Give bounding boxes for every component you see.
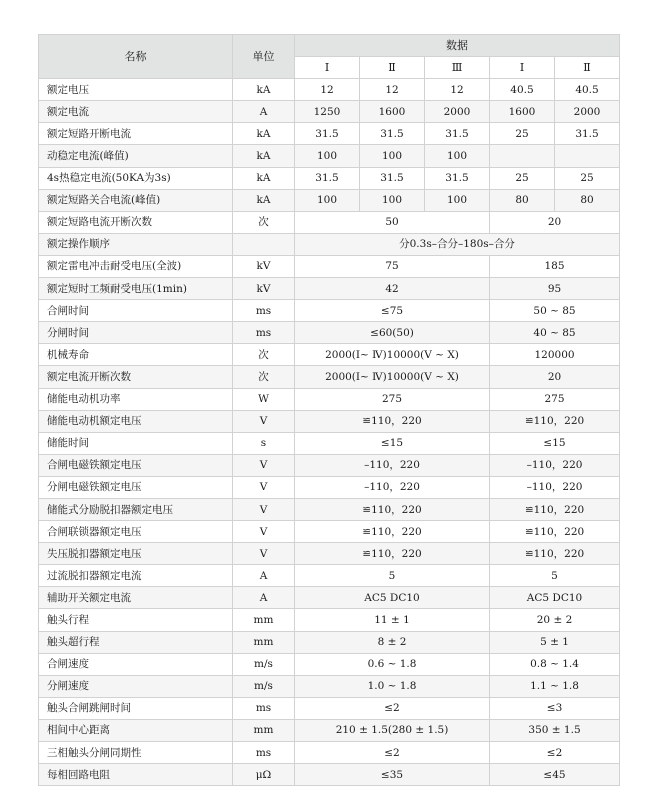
param-name: 合闸电磁铁额定电压: [39, 454, 233, 476]
table-row: [39, 543, 620, 565]
param-value: 25: [555, 167, 620, 189]
table-row: [39, 521, 620, 543]
param-name: 合闸联锁器额定电压: [39, 521, 233, 543]
table-row: [39, 233, 620, 255]
table-row: [39, 719, 620, 741]
param-unit: [233, 233, 295, 255]
table-row: [39, 189, 620, 211]
param-value: –110，220: [295, 454, 490, 476]
param-name: 合闸速度: [39, 653, 233, 675]
param-name: 额定电流开断次数: [39, 366, 233, 388]
param-value: 275: [295, 388, 490, 410]
param-unit: A: [233, 101, 295, 123]
param-name: 额定短路关合电流(峰值): [39, 189, 233, 211]
param-unit: A: [233, 587, 295, 609]
param-value: 42: [295, 278, 490, 300]
param-unit: kA: [233, 123, 295, 145]
table-row: [39, 388, 620, 410]
header-row: [39, 35, 620, 57]
param-value: ≤45: [490, 764, 620, 786]
param-value: 5: [490, 565, 620, 587]
param-unit: V: [233, 476, 295, 498]
param-value: 20: [490, 366, 620, 388]
param-value: 185: [490, 255, 620, 277]
param-value: 5: [295, 565, 490, 587]
table-row: [39, 344, 620, 366]
param-unit: mm: [233, 609, 295, 631]
subheader-col: Ⅰ: [490, 57, 555, 79]
param-value: 31.5: [360, 167, 425, 189]
param-value: [490, 145, 555, 167]
table-row: [39, 742, 620, 764]
param-unit: ms: [233, 697, 295, 719]
param-value: 40.5: [490, 79, 555, 101]
param-value: ≤3: [490, 697, 620, 719]
param-value: 2000: [425, 101, 490, 123]
table-row: [39, 278, 620, 300]
param-value: 50 ~ 85: [490, 300, 620, 322]
param-value: –110，220: [295, 476, 490, 498]
param-unit: mm: [233, 719, 295, 741]
table-row: [39, 167, 620, 189]
param-value: 40.5: [555, 79, 620, 101]
param-name: 额定短路开断电流: [39, 123, 233, 145]
param-unit: kV: [233, 255, 295, 277]
param-unit: V: [233, 498, 295, 520]
param-name: 额定电压: [39, 79, 233, 101]
param-name: 三相触头分闸同期性: [39, 742, 233, 764]
param-name: 4s热稳定电流(50KA为3s): [39, 167, 233, 189]
param-value: 1250: [295, 101, 360, 123]
param-value: AC5 DC10: [295, 587, 490, 609]
header-data: 数据: [295, 35, 620, 57]
param-value: 20 ± 2: [490, 609, 620, 631]
param-value: ≤2: [295, 697, 490, 719]
param-value: 0.6 ~ 1.8: [295, 653, 490, 675]
table-row: [39, 101, 620, 123]
table-row: [39, 476, 620, 498]
table-row: [39, 565, 620, 587]
param-name: 机械寿命: [39, 344, 233, 366]
param-value: ≌110，220: [490, 498, 620, 520]
param-name: 额定短时工频耐受电压(1min): [39, 278, 233, 300]
table-row: [39, 410, 620, 432]
param-value: 50: [295, 211, 490, 233]
param-value: 31.5: [295, 167, 360, 189]
param-name: 动稳定电流(峰值): [39, 145, 233, 167]
param-name: 额定操作顺序: [39, 233, 233, 255]
param-value: 75: [295, 255, 490, 277]
param-value: ≌110，220: [295, 410, 490, 432]
param-value: 8 ± 2: [295, 631, 490, 653]
param-value: 100: [425, 145, 490, 167]
table-row: [39, 764, 620, 786]
param-value: 120000: [490, 344, 620, 366]
param-value: AC5 DC10: [490, 587, 620, 609]
param-value: 0.8 ~ 1.4: [490, 653, 620, 675]
param-unit: W: [233, 388, 295, 410]
param-value: 1.0 ~ 1.8: [295, 675, 490, 697]
table-row: [39, 366, 620, 388]
param-unit: 次: [233, 344, 295, 366]
param-name: 分闸电磁铁额定电压: [39, 476, 233, 498]
param-unit: A: [233, 565, 295, 587]
param-value: 100: [360, 145, 425, 167]
table-row: [39, 211, 620, 233]
param-value: ≤2: [295, 742, 490, 764]
table-row: [39, 653, 620, 675]
param-value: 5 ± 1: [490, 631, 620, 653]
table-row: [39, 432, 620, 454]
param-value: [555, 145, 620, 167]
param-unit: V: [233, 521, 295, 543]
param-value: 31.5: [555, 123, 620, 145]
param-name: 储能时间: [39, 432, 233, 454]
param-unit: m/s: [233, 675, 295, 697]
param-name: 失压脱扣器额定电压: [39, 543, 233, 565]
param-unit: mm: [233, 631, 295, 653]
subheader-col: Ⅱ: [360, 57, 425, 79]
param-unit: ms: [233, 300, 295, 322]
param-value: 分0.3s–合分–180s–合分: [295, 233, 620, 255]
param-value: 20: [490, 211, 620, 233]
param-value: 80: [555, 189, 620, 211]
header-unit: 单位: [233, 35, 295, 79]
param-value: 12: [425, 79, 490, 101]
param-value: 40 ~ 85: [490, 322, 620, 344]
param-value: ≤15: [295, 432, 490, 454]
param-value: ≌110，220: [295, 521, 490, 543]
param-unit: 次: [233, 211, 295, 233]
param-value: 275: [490, 388, 620, 410]
param-unit: ms: [233, 322, 295, 344]
param-unit: m/s: [233, 653, 295, 675]
param-name: 辅助开关额定电流: [39, 587, 233, 609]
param-value: ≤75: [295, 300, 490, 322]
param-unit: V: [233, 454, 295, 476]
table-row: [39, 79, 620, 101]
param-name: 合闸时间: [39, 300, 233, 322]
param-value: 2000(Ⅰ~ Ⅳ)10000(Ⅴ ~ Ⅹ): [295, 366, 490, 388]
param-value: 11 ± 1: [295, 609, 490, 631]
table-row: [39, 123, 620, 145]
table-row: [39, 587, 620, 609]
param-value: ≤60(50): [295, 322, 490, 344]
param-name: 储能电动机额定电压: [39, 410, 233, 432]
param-value: 1600: [490, 101, 555, 123]
param-value: ≤15: [490, 432, 620, 454]
param-value: 95: [490, 278, 620, 300]
param-value: 100: [425, 189, 490, 211]
param-name: 分闸速度: [39, 675, 233, 697]
param-name: 分闸时间: [39, 322, 233, 344]
param-name: 相间中心距离: [39, 719, 233, 741]
table-row: [39, 609, 620, 631]
table-row: [39, 300, 620, 322]
param-unit: V: [233, 410, 295, 432]
param-value: 12: [360, 79, 425, 101]
param-unit: ms: [233, 742, 295, 764]
param-name: 储能电动机功率: [39, 388, 233, 410]
param-name: 额定电流: [39, 101, 233, 123]
table-row: [39, 498, 620, 520]
param-value: ≌110，220: [490, 543, 620, 565]
table-row: [39, 631, 620, 653]
param-value: 100: [295, 189, 360, 211]
param-value: 1.1 ~ 1.8: [490, 675, 620, 697]
param-name: 额定雷电冲击耐受电压(全波): [39, 255, 233, 277]
param-name: 触头超行程: [39, 631, 233, 653]
param-unit: s: [233, 432, 295, 454]
param-value: 1600: [360, 101, 425, 123]
param-value: 210 ± 1.5(280 ± 1.5): [295, 719, 490, 741]
param-name: 额定短路电流开断次数: [39, 211, 233, 233]
subheader-col: Ⅱ: [555, 57, 620, 79]
table-row: [39, 322, 620, 344]
table-row: [39, 145, 620, 167]
param-value: 12: [295, 79, 360, 101]
param-value: 100: [360, 189, 425, 211]
param-value: 100: [295, 145, 360, 167]
param-value: ≌110，220: [295, 543, 490, 565]
param-value: 31.5: [425, 123, 490, 145]
param-unit: kA: [233, 189, 295, 211]
param-name: 储能式分励脱扣器额定电压: [39, 498, 233, 520]
param-unit: 次: [233, 366, 295, 388]
param-unit: kA: [233, 167, 295, 189]
table-row: [39, 454, 620, 476]
param-value: ≌110，220: [490, 410, 620, 432]
param-value: 2000: [555, 101, 620, 123]
param-name: 过流脱扣器额定电流: [39, 565, 233, 587]
param-unit: kA: [233, 145, 295, 167]
header-name: 名称: [39, 35, 233, 79]
param-unit: kV: [233, 278, 295, 300]
param-unit: kA: [233, 79, 295, 101]
param-value: –110，220: [490, 476, 620, 498]
param-value: 31.5: [295, 123, 360, 145]
param-unit: μΩ: [233, 764, 295, 786]
param-value: ≤2: [490, 742, 620, 764]
param-value: 350 ± 1.5: [490, 719, 620, 741]
subheader-col: Ⅰ: [295, 57, 360, 79]
param-name: 触头合闸跳闸时间: [39, 697, 233, 719]
spec-table: [38, 34, 620, 786]
table-row: [39, 255, 620, 277]
param-value: ≌110，220: [295, 498, 490, 520]
param-value: 25: [490, 167, 555, 189]
param-value: 2000(Ⅰ~ Ⅳ)10000(Ⅴ ~ Ⅹ): [295, 344, 490, 366]
param-value: ≌110，220: [490, 521, 620, 543]
param-value: 80: [490, 189, 555, 211]
param-value: 31.5: [425, 167, 490, 189]
param-value: –110，220: [490, 454, 620, 476]
table-row: [39, 675, 620, 697]
param-value: 25: [490, 123, 555, 145]
param-value: ≤35: [295, 764, 490, 786]
param-name: 触头行程: [39, 609, 233, 631]
param-value: 31.5: [360, 123, 425, 145]
subheader-col: Ⅲ: [425, 57, 490, 79]
param-unit: V: [233, 543, 295, 565]
table-row: [39, 697, 620, 719]
param-name: 每相回路电阻: [39, 764, 233, 786]
table-body: [39, 79, 620, 786]
